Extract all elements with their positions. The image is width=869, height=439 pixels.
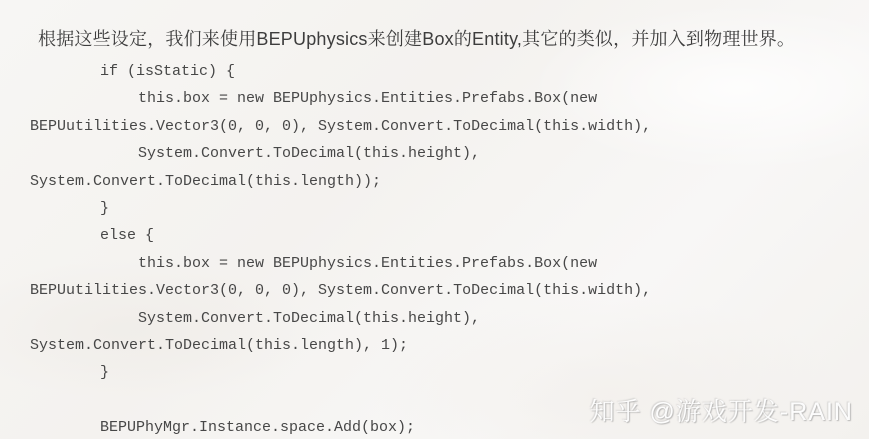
code-line: this.box = new BEPUphysics.Entities.Prefabs.Box(new: [138, 90, 598, 108]
zhihu-watermark: 知乎 @游戏开发-RAIN: [589, 398, 853, 426]
code-line: else {: [100, 227, 155, 245]
code-line: System.Convert.ToDecimal(this.height),: [138, 145, 481, 163]
code-line: }: [100, 364, 110, 382]
code-line: BEPUutilities.Vector3(0, 0, 0), System.Convert.ToDecimal(this.width),: [30, 282, 652, 300]
code-line: }: [100, 199, 110, 217]
code-line: this.box = new BEPUphysics.Entities.Prefabs.Box(new: [138, 254, 598, 272]
code-line: BEPUutilities.Vector3(0, 0, 0), System.Convert.ToDecimal(this.width),: [30, 117, 652, 135]
code-line: System.Convert.ToDecimal(this.height),: [138, 309, 481, 327]
code-line: if (isStatic) {: [100, 63, 236, 80]
intro-paragraph: 根据这些设定，我们来使用BEPUphysics来创建Box的Entity,其它的类似，并加入到物理世界。: [38, 29, 796, 49]
code-line: System.Convert.ToDecimal(this.length), 1);: [30, 336, 409, 354]
code-line: System.Convert.ToDecimal(this.length));: [30, 172, 382, 190]
code-line: BEPUPhyMgr.Instance.space.Add(box);: [100, 419, 416, 437]
code-block: [30, 58, 860, 439]
